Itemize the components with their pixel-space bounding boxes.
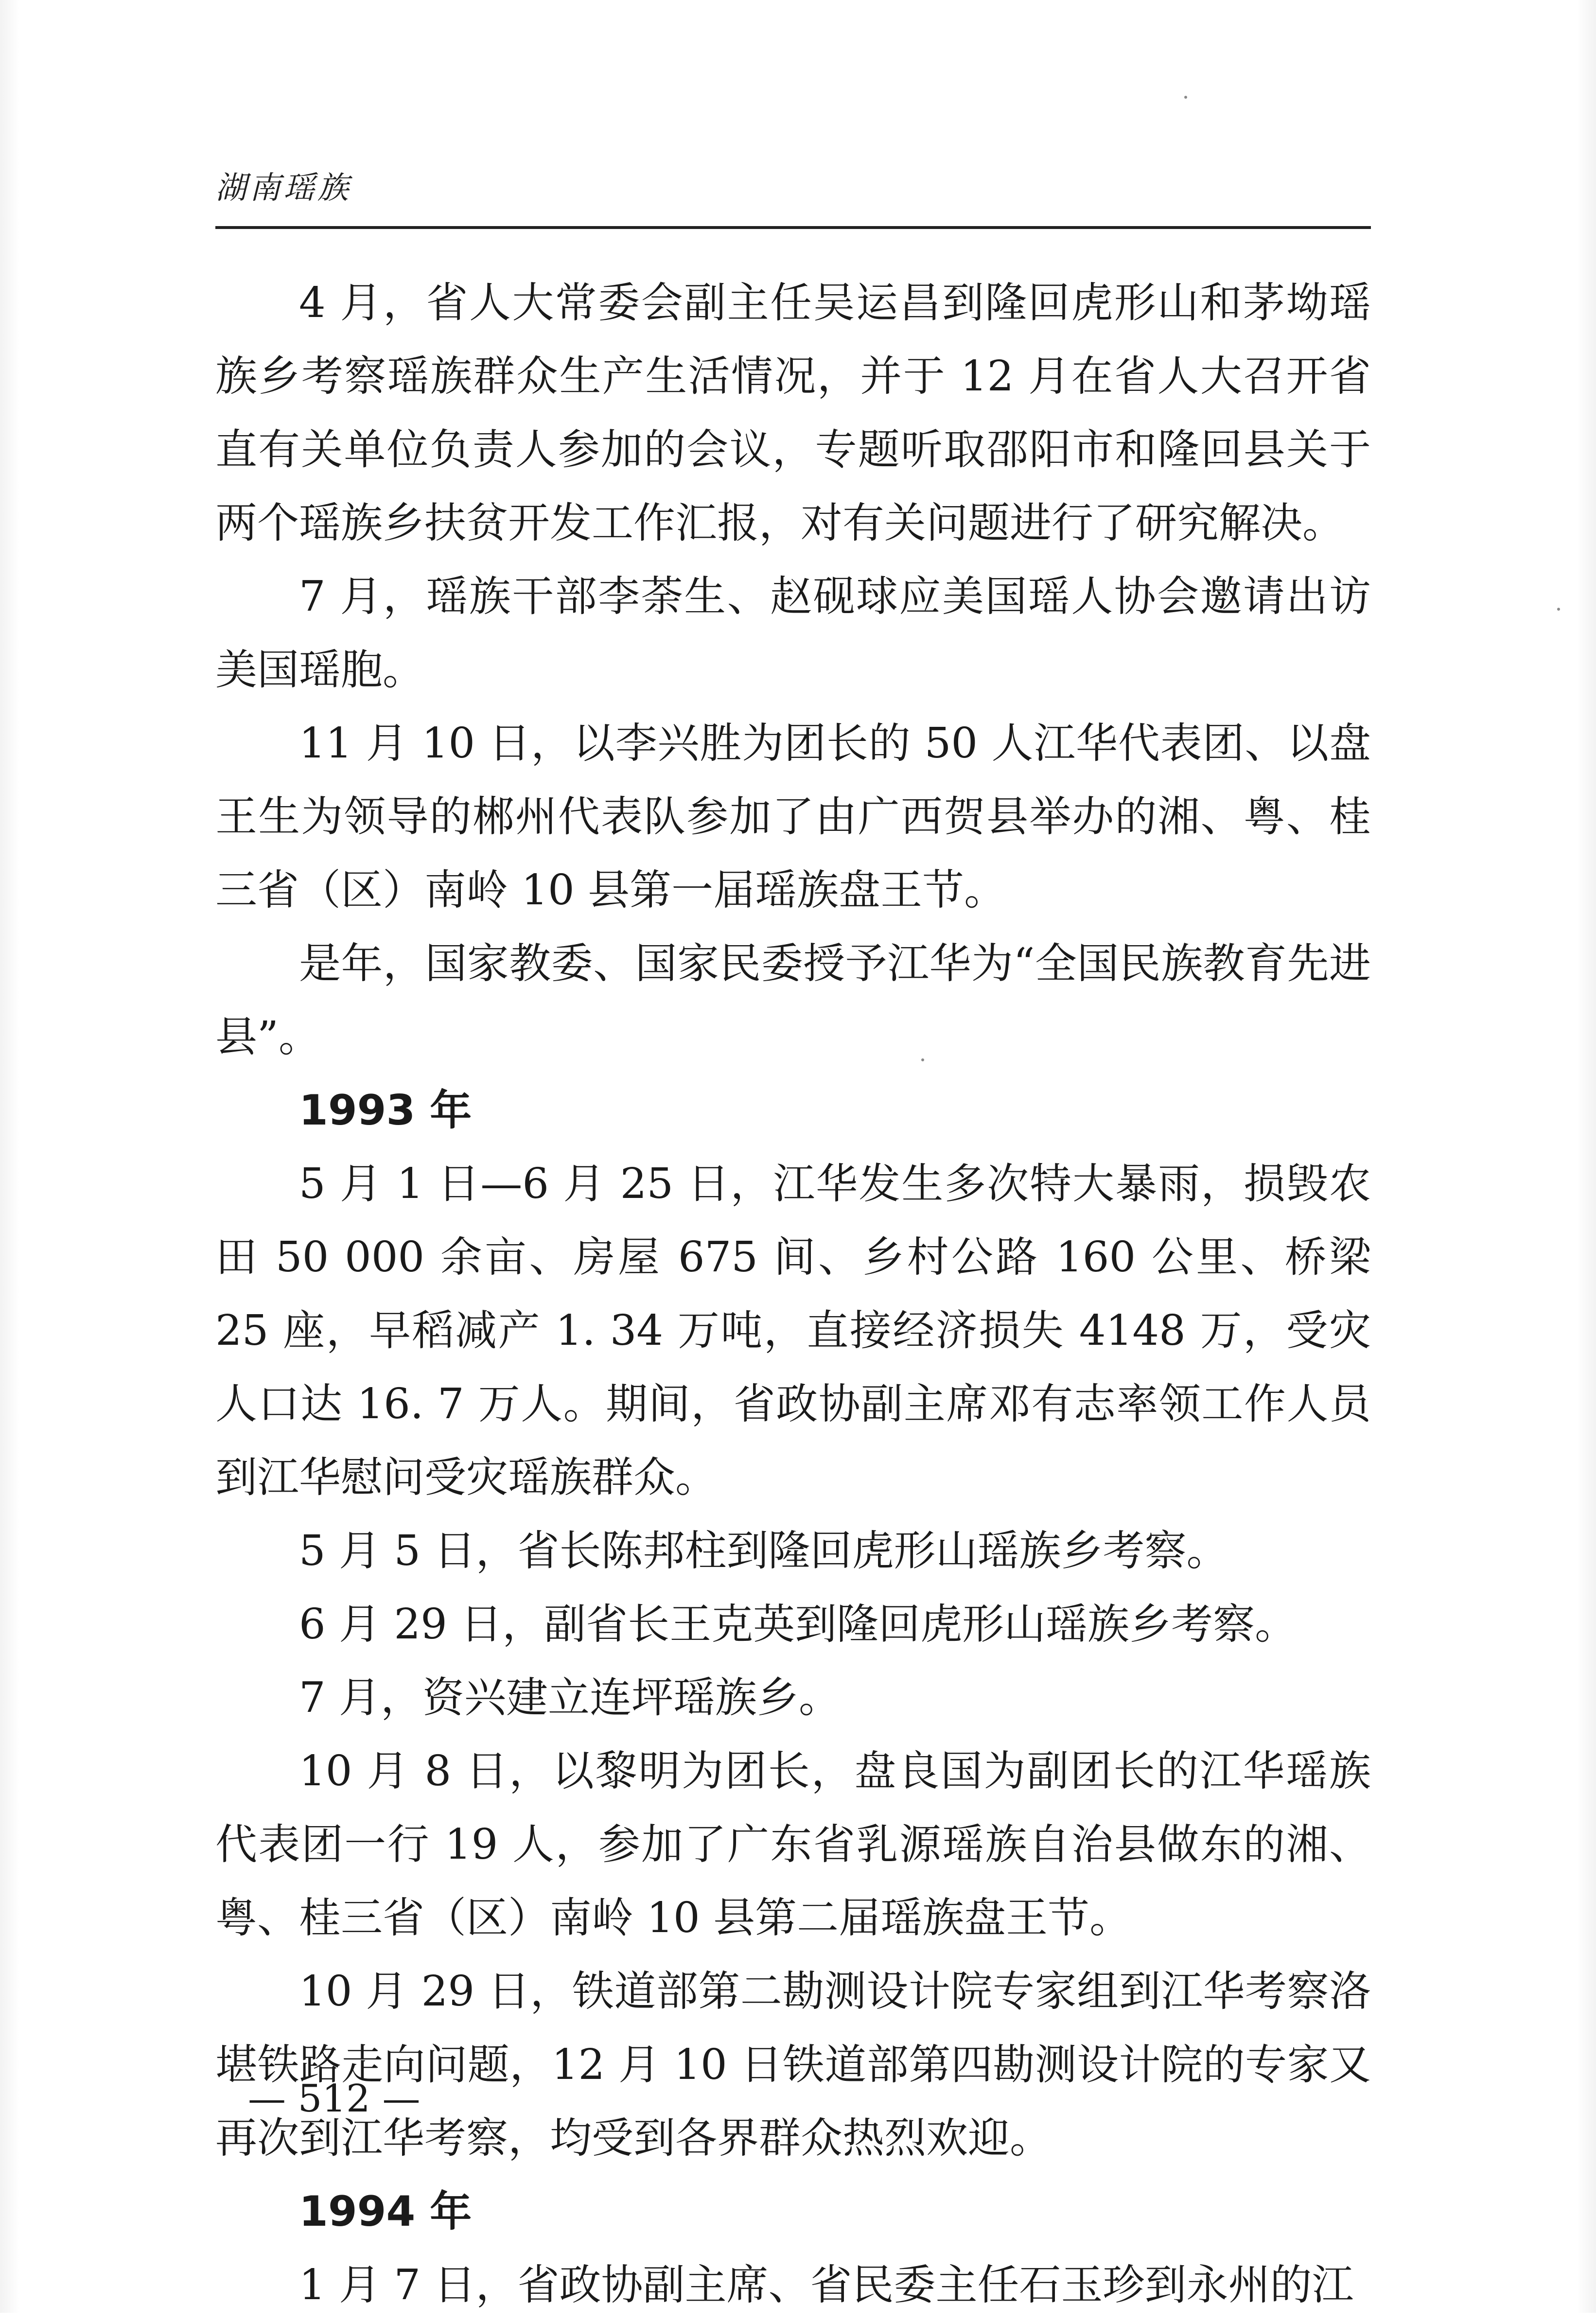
page-edge-shadow-left	[0, 0, 19, 2313]
paragraph: 7 月，资兴建立连坪瑶族乡。	[299, 1673, 841, 1722]
paragraph: 6 月 29 日，副省长王克英到隆回虎形山瑶族乡考察。	[299, 1600, 1297, 1649]
scan-speck	[1557, 608, 1560, 611]
paragraph: 11 月 10 日，以李兴胜为团长的 50 人江华代表团、以盘王生为领导的郴州代表队参加了由广西贺县举办的湘、粤、桂三省（区）南岭 10 县第一届瑶族盘王节。	[215, 719, 1371, 915]
paragraph: 5 月 5 日，省长陈邦柱到隆回虎形山瑶族乡考察。	[299, 1527, 1228, 1575]
running-header: 湖南瑶族	[215, 170, 351, 206]
paragraph: 10 月 29 日，铁道部第二勘测设计院专家组到江华考察洛堪铁路走向问题，12 月 10 日铁道部第四勘测设计院的专家又再次到江华考察，均受到各界群众热烈欢迎。	[215, 1967, 1371, 2163]
paragraph: 1 月 7 日，省政协副主席、省民委主任石玉珍到永州的江	[299, 2261, 1354, 2309]
page-edge-shadow-right	[1577, 0, 1596, 2313]
header-rule	[215, 226, 1371, 229]
scan-speck	[921, 1058, 924, 1061]
paragraph: 4 月，省人大常委会副主任吴运昌到隆回虎形山和茅坳瑶族乡考察瑶族群众生产生活情况，并于 12 月在省人大召开省直有关单位负责人参加的会议，专题听取邵阳市和隆回县关于两个瑶族乡扶贫开发工作汇报，对有关问题进行了研究解决。	[215, 279, 1371, 547]
paragraph: 7 月，瑶族干部李荼生、赵砚球应美国瑶人协会邀请出访美国瑶胞。	[215, 572, 1371, 694]
year-heading: 1994 年	[299, 2187, 472, 2236]
paragraph: 是年，国家教委、国家民委授予江华为“全国民族教育先进县”。	[215, 939, 1371, 1061]
page-number: — 512 —	[248, 2077, 421, 2121]
paragraph: 5 月 1 日—6 月 25 日，江华发生多次特大暴雨，损毁农田 50 000 余亩、房屋 675 间、乡村公路 160 公里、桥梁 25 座，早稻减产 1. 34 万吨，直接经济损失 4148 万，受灾人口达 16. 7 万人。期间，省政协副主席邓有志率领工作人员到江华慰问受灾瑶族群众。	[215, 1160, 1371, 1502]
body-text	[215, 266, 1371, 2322]
paragraph: 10 月 8 日，以黎明为团长，盘良国为副团长的江华瑶族代表团一行 19 人，参加了广东省乳源瑶族自治县做东的湘、粤、桂三省（区）南岭 10 县第二届瑶族盘王节。	[215, 1747, 1371, 1942]
year-heading: 1993 年	[299, 1086, 472, 1135]
scan-speck	[1184, 96, 1187, 99]
